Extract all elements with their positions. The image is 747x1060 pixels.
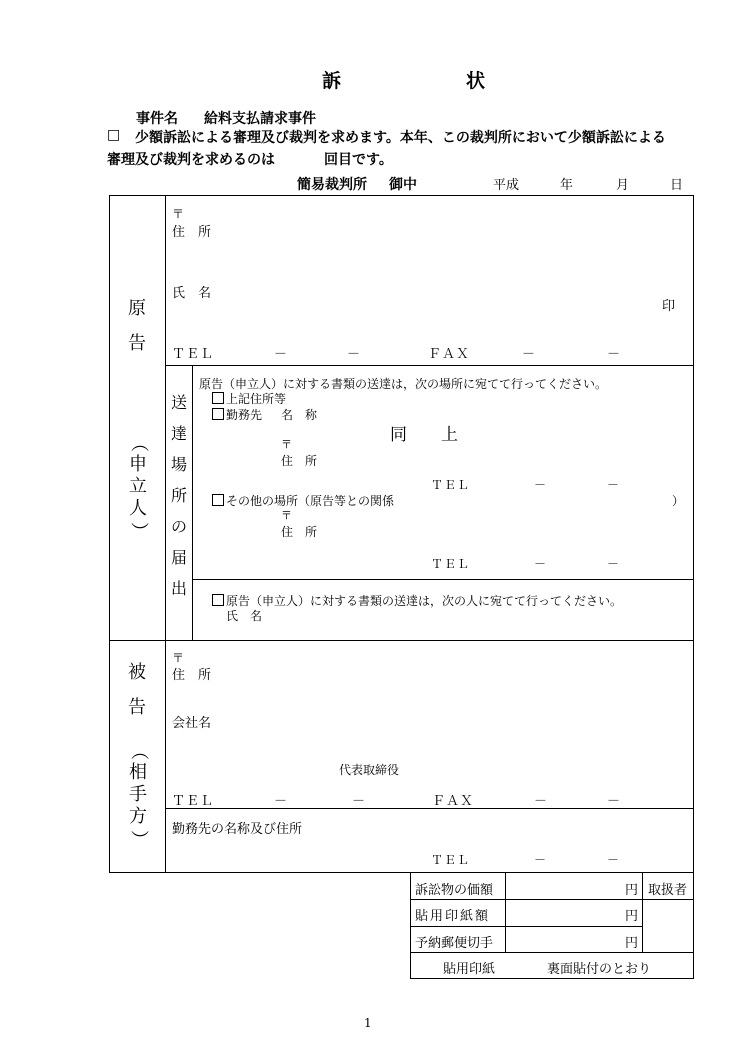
plaintiff-fax-label: ＦＡＸ [428,347,471,362]
delivery-option-other-label: その他の場所（原告等との関係 [226,494,395,508]
delivery-option-other[interactable] [212,492,394,509]
case-label: 事件名 [136,111,178,127]
plaintiff-fax-dash-2: － [607,347,621,362]
defendant-fax-dash-1: － [534,794,548,809]
delivery-work-tel-dash-1: － [534,478,547,492]
fee-right-border [693,872,694,979]
defendant-postal-mark: 〒 [172,651,185,665]
page-number: 1 [364,1016,372,1030]
defendant-paren-label [128,740,148,850]
defendant-label-char: 被 [128,662,146,683]
date-day: 日 [670,178,684,193]
fee-row-divider-2 [410,926,643,927]
defendant-label [127,664,147,717]
delivery-label-char: 達 [170,424,187,443]
defendant-rep-label: 代表取締役 [339,763,400,777]
plaintiff-tel-dash-2: － [347,347,361,362]
defendant-workplace-label: 勤務先の名称及び住所 [172,822,303,837]
plaintiff-tel-label: ＴＥＬ [172,347,215,362]
fee-row-divider-1 [410,899,643,900]
stamp-note: 裏面貼付のとおり [547,962,652,977]
plaintiff-label [127,300,147,353]
delivery-same-as-above: 同 上 [390,425,458,445]
claim-value-label: 訴訟物の価額 [415,883,494,898]
stamp-amount-yen: 円 [625,909,639,924]
stamp-amount-label: 貼用印紙額 [415,909,491,924]
fee-handler-divider-h [642,899,694,900]
statement-checkbox[interactable]: □ [107,127,121,143]
delivery-work-postal: 〒 [281,438,292,451]
defendant-fax-dash-2: － [607,794,621,809]
checkbox-icon[interactable] [212,594,224,606]
fee-row-divider-3 [410,952,694,953]
table-bottom-border [109,872,694,873]
plaintiff-label-char: 原 [128,298,146,319]
statement-line-1: 少額訴訟による審理及び裁判を求めます。本年、この裁判所において少額訴訟による [135,130,666,146]
postage-label: 予納郵便切手 [415,936,494,951]
defendant-work-tel-dash-1: － [534,853,547,867]
paren-open: （ [128,434,149,452]
fee-bottom-border [410,978,694,979]
date-era: 平成 [493,178,520,193]
table-left-border [109,195,110,873]
title-char-1: 訴 [322,70,342,92]
checkbox-icon[interactable] [212,494,224,506]
defendant-fax-label: ＦＡＸ [432,794,475,809]
plaintiff-label-char: 告 [128,333,146,354]
delivery-other-postal: 〒 [281,509,292,522]
delivery-intro: 原告（申立人）に対する書類の送達は，次の場所に宛てて行ってください。 [199,377,608,391]
defendant-work-tel-label: ＴＥＬ [431,853,471,867]
delivery-person-divider [192,579,694,580]
plaintiff-divider [165,365,694,366]
plaintiff-seal-mark: 印 [662,299,676,314]
table-right-border [693,195,694,873]
plaintiff-paren-label [128,432,148,542]
paren-label-char: 人 [129,498,147,519]
defendant-work-tel-dash-2: － [607,853,620,867]
delivery-work-address-label: 住 所 [281,454,318,468]
plaintiff-address-label: 住 所 [172,225,212,240]
delivery-other-tel-label: ＴＥＬ [431,557,471,571]
delivery-option-work[interactable] [212,406,262,423]
paren-close: ） [128,522,149,540]
defendant-tel-label: ＴＥＬ [172,794,215,809]
plaintiff-fax-dash-1: － [522,347,536,362]
delivery-label-char: 送 [170,393,187,412]
paren-label-char: 申 [129,454,147,475]
delivery-other-close-paren: ） [672,494,685,508]
label-column-divider [165,195,166,873]
stamp-label: 貼用印紙 [443,962,496,977]
delivery-option-above-label: 上記住所等 [226,392,287,406]
checkbox-icon[interactable] [212,392,224,404]
paren-label-char: 立 [129,476,147,497]
delivery-option-person-label: 原告（申立人）に対する書類の送達は，次の人に宛てて行ってください。 [226,594,623,608]
defendant-divider [109,640,694,641]
paren-label-char: 方 [129,806,147,827]
fee-label-divider [505,872,506,952]
delivery-label-char: 出 [170,579,187,598]
case-name: 給料支払請求事件 [204,111,316,127]
delivery-person-name-label: 氏 名 [226,609,263,623]
plaintiff-tel-dash-1: － [274,347,288,362]
paren-close: ） [128,830,149,848]
delivery-other-tel-dash-1: － [534,557,547,571]
plaintiff-postal-mark: 〒 [172,207,185,221]
plaintiff-name-label: 氏 名 [172,286,212,301]
defendant-address-label: 住 所 [172,668,212,683]
table-top-border [109,195,694,196]
checkbox-icon[interactable] [212,408,224,420]
delivery-label-char: 所 [170,486,187,505]
claim-value-yen: 円 [625,883,639,898]
title-char-2: 状 [466,70,486,92]
delivery-other-tel-dash-2: － [607,557,620,571]
defendant-label-char: 告 [128,697,146,718]
delivery-work-tel-dash-2: － [607,478,620,492]
statement-line-2b: 回目です。 [324,152,393,168]
paren-open: （ [128,742,149,760]
court-name: 簡易裁判所 [297,177,367,193]
date-year: 年 [560,178,574,193]
delivery-work-name-label: 名 称 [281,408,318,422]
delivery-other-address-label: 住 所 [281,525,318,539]
fee-handler-divider [642,872,643,952]
onchu-label: 御中 [389,177,417,193]
statement-line-2a: 審理及び裁判を求めるのは [107,152,275,168]
paren-label-char: 手 [129,784,147,805]
delivery-option-above[interactable] [212,390,286,407]
postage-yen: 円 [625,936,639,951]
defendant-company-label: 会社名 [172,716,212,731]
delivery-option-person[interactable] [212,592,622,609]
date-month: 月 [616,178,630,193]
delivery-label-divider [192,365,193,641]
paren-label-char: 相 [129,762,147,783]
delivery-label-char: 届 [170,548,187,567]
defendant-tel-dash-2: － [352,794,366,809]
delivery-option-work-label: 勤務先 [226,408,263,422]
defendant-tel-dash-1: － [274,794,288,809]
delivery-work-tel-label: ＴＥＬ [431,478,471,492]
delivery-label-char: 場 [170,455,187,474]
handler-label: 取扱者 [648,883,688,898]
delivery-label [169,395,189,597]
delivery-label-char: の [170,517,187,536]
